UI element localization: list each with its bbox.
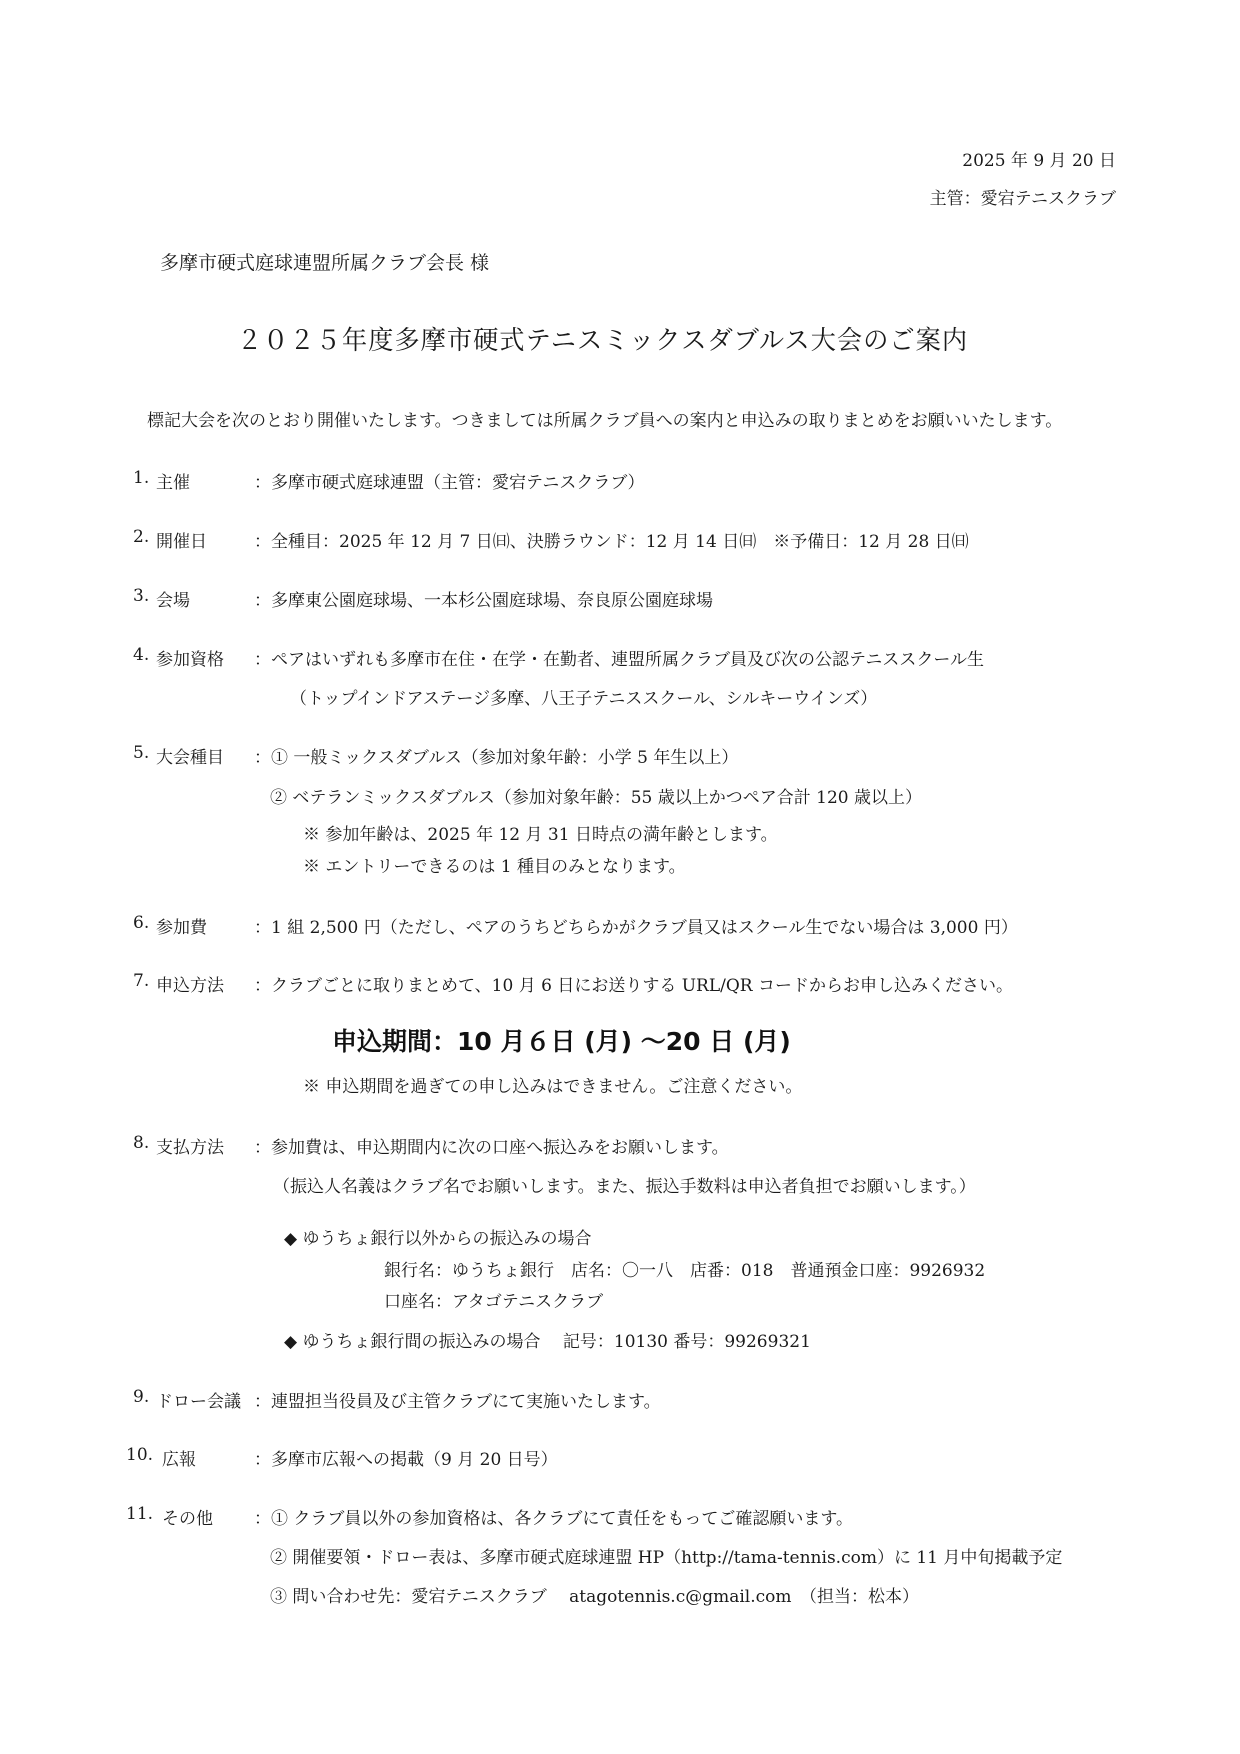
item-label-payment: 支払方法	[156, 1138, 224, 1158]
item-number: 4.	[133, 645, 150, 665]
item-value-payment: ：参加費は、申込期間内に次の口座へ振込みをお願いします。	[254, 1138, 729, 1158]
document-date: 2025 年 9 月 20 日	[962, 151, 1116, 171]
item-value-host: ：多摩市硬式庭球連盟（主管：愛宕テニスクラブ）	[254, 473, 645, 493]
item-label-pr: 広報	[162, 1450, 196, 1470]
payment-note: （振込人名義はクラブ名でお願いします。また、振込手数料は申込者負担でお願いします。）	[273, 1177, 976, 1197]
item-number: 9.	[133, 1387, 150, 1407]
item-value-pr: ：多摩市広報への掲載（9 月 20 日号）	[254, 1450, 558, 1470]
item-label-events: 大会種目	[156, 748, 224, 768]
item-number: 5.	[133, 743, 150, 763]
other-eligibility-note: ：① クラブ員以外の参加資格は、各クラブにて責任をもってご確認願います。	[254, 1509, 854, 1529]
application-deadline: 申込期間：10 月６日 (月) ～20 日 (月)	[332, 1027, 791, 1056]
payment-bullet-yucho: ◆ ゆうちょ銀行間の振込みの場合 記号：10130 番号：99269321	[284, 1332, 811, 1352]
item-label-other: その他	[162, 1509, 213, 1529]
item-number: 1.	[133, 468, 150, 488]
item-number: 10.	[126, 1445, 154, 1465]
intro-paragraph: 標記大会を次のとおり開催いたします。つきましては所属クラブ員への案内と申込みの取りまとめをお願いいたします。	[147, 411, 1063, 431]
item-number: 3.	[133, 586, 150, 606]
item-label-host: 主催	[156, 473, 190, 493]
item-number: 2.	[133, 527, 150, 547]
event-veteran-mixed: ② ベテランミックスダブルス（参加対象年齢：55 歳以上かつペア合計 120 歳以上）	[270, 788, 922, 808]
bank-account-name: 口座名：アタゴテニスクラブ	[384, 1292, 604, 1312]
item-value-date: ：全種目：2025 年 12 月 7 日㈰、決勝ラウンド：12 月 14 日㈰ ※予備日：12 月 28 日㈰	[254, 532, 969, 552]
item-number: 7.	[133, 971, 150, 991]
other-guidelines-note: ② 開催要領・ドロー表は、多摩市硬式庭球連盟 HP（http://tama-tennis.com）に 11 月中旬掲載予定	[270, 1548, 1063, 1568]
item-value-eligibility: ：ペアはいずれも多摩市在住・在学・在勤者、連盟所属クラブ員及び次の公認テニススクール生	[254, 650, 984, 670]
item-value-draw: ：連盟担当役員及び主管クラブにて実施いたします。	[254, 1392, 661, 1412]
deadline-note: ※ 申込期間を過ぎての申し込みはできません。ご注意ください。	[303, 1077, 803, 1097]
item-number: 8.	[133, 1133, 150, 1153]
item-label-venue: 会場	[156, 591, 190, 611]
other-contact: ③ 問い合わせ先：愛宕テニスクラブ atagotennis.c@gmail.com （担当：松本）	[270, 1587, 920, 1607]
item-number: 11.	[126, 1504, 154, 1524]
addressee: 多摩市硬式庭球連盟所属クラブ会長 様	[160, 252, 490, 274]
events-note-age: ※ 参加年齢は、2025 年 12 月 31 日時点の満年齢とします。	[303, 825, 778, 845]
item-label-fee: 参加費	[156, 918, 207, 938]
item-number: 6.	[133, 913, 150, 933]
document-title: ２０２５年度多摩市硬式テニスミックスダブルス大会のご案内	[236, 326, 969, 356]
event-general-mixed: ：① 一般ミックスダブルス（参加対象年齢：小学 5 年生以上）	[254, 748, 739, 768]
item-value-apply: ：クラブごとに取りまとめて、10 月 6 日にお送りする URL/QR コードからお申し込みください。	[254, 976, 1014, 996]
payment-bullet-other-banks: ◆ ゆうちょ銀行以外からの振込みの場合	[284, 1229, 592, 1249]
item-label-eligibility: 参加資格	[156, 650, 224, 670]
item-label-date: 開催日	[156, 532, 207, 552]
item-value-fee: ：1 組 2,500 円（ただし、ペアのうちどちらかがクラブ員又はスクール生でない場合は 3,000 円）	[254, 918, 1018, 938]
eligibility-schools: （トップインドアステージ多摩、八王子テニススクール、シルキーウインズ）	[290, 689, 878, 709]
item-label-draw: ドロー会議	[156, 1392, 241, 1412]
bank-account-details: 銀行名：ゆうちょ銀行 店名：〇一八 店番：018 普通預金口座：9926932	[384, 1261, 986, 1281]
events-note-entry: ※ エントリーできるのは 1 種目のみとなります。	[303, 857, 686, 877]
item-label-apply: 申込方法	[156, 976, 224, 996]
item-value-venue: ：多摩東公園庭球場、一本杉公園庭球場、奈良原公園庭球場	[254, 591, 713, 611]
organizer-line: 主管：愛宕テニスクラブ	[929, 189, 1116, 209]
